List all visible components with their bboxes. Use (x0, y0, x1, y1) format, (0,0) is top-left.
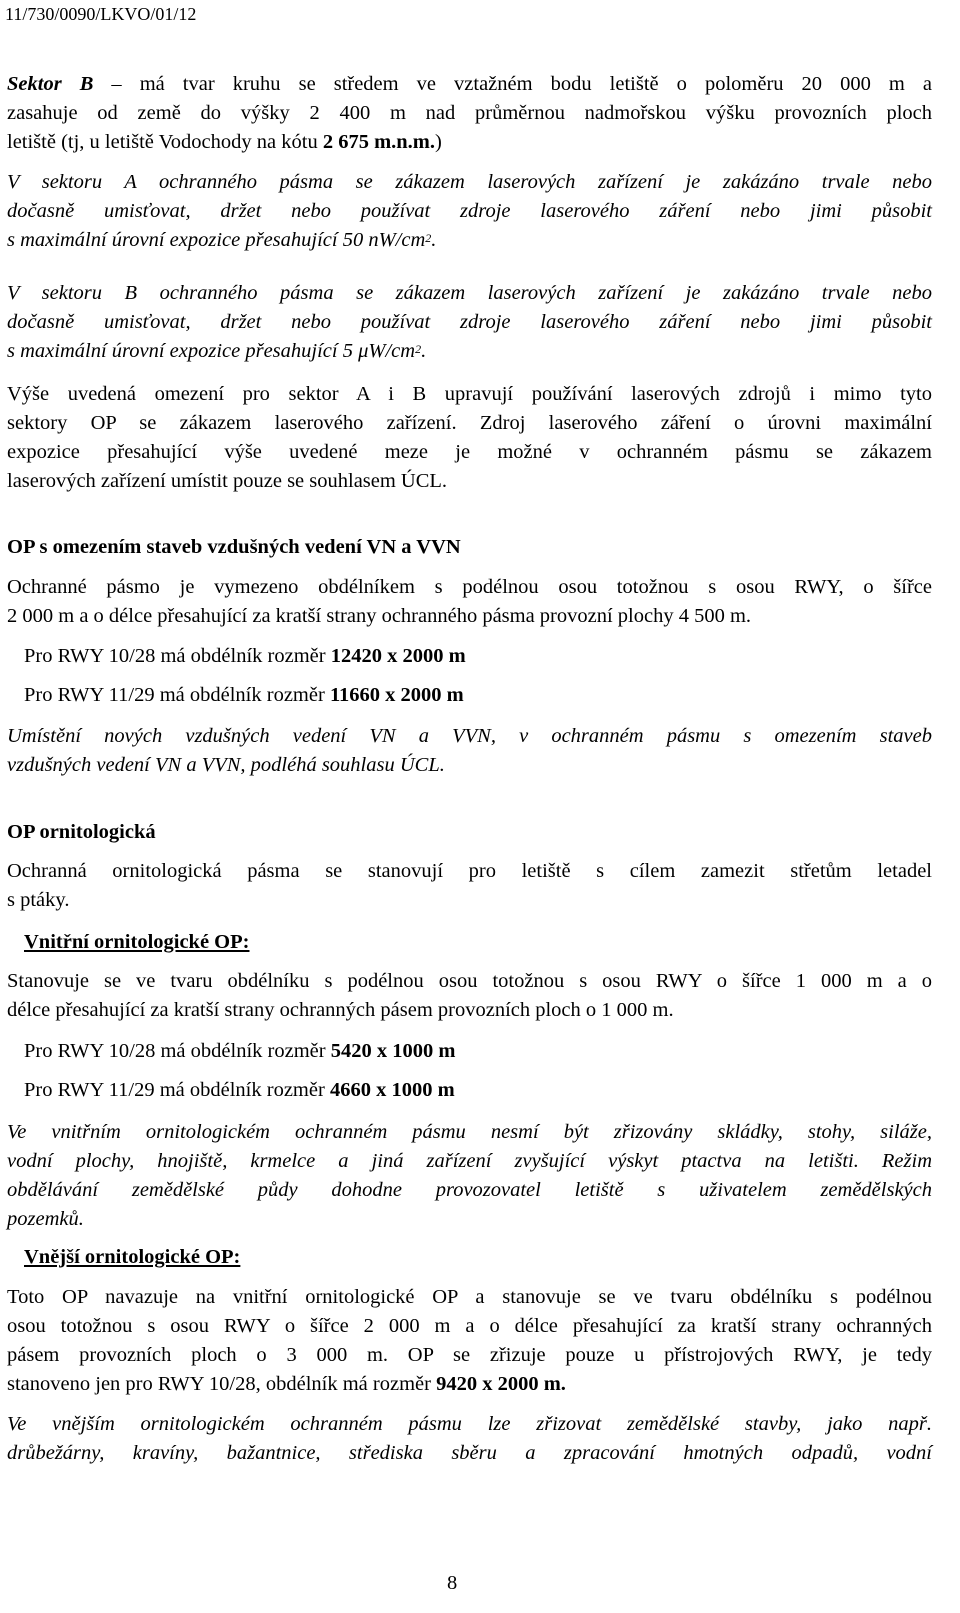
sector-b-rule-line-1: V sektoru B ochranného pásma se zákazem laserových zařízení je zakázáno trvale nebo (7, 282, 932, 304)
limits-line-2: sektory OP se zákazem laserového zařízení. Zdroj laserového záření o úrovni maximální (7, 412, 932, 434)
ornithological-line-1: Ochranná ornitologická pásma se stanovují pro letiště s cílem zamezit střetům letadel (7, 860, 932, 882)
power-lines-rwy-1129: Pro RWY 11/29 má obdélník rozměr 11660 x 2000 m (24, 684, 464, 706)
outer-zone-line-2: osou totožnou s osou RWY o šířce 2 000 m a o délce přesahující za kratší strany ochranných (7, 1315, 932, 1337)
power-lines-note-line-2: vzdušných vedení VN a VVN, podléhá souhlasu ÚCL. (7, 754, 445, 776)
inner-zone-line-2: délce přesahující za kratší strany ochranných pásem provozních ploch o 1 000 m. (7, 999, 674, 1021)
power-lines-line-2: 2 000 m a o délce přesahující za kratší strany ochranného pásma provozní plochy 4 500 m. (7, 605, 752, 627)
outer-zone-line-3: pásem provozních ploch o 3 000 m. OP se zřizuje pouze u přístrojových RWY, je tedy (7, 1344, 932, 1366)
limits-line-1: Výše uvedená omezení pro sektor A i B upravují používání laserových zdrojů i mimo tyto (7, 383, 932, 405)
inner-zone-note-line-2: vodní plochy, hnojiště, krmelce a jiná zařízení zvyšující výskyt ptactva na letišti. Režim (7, 1150, 932, 1172)
sector-a-rule-line-1: V sektoru A ochranného pásma se zákazem laserových zařízení je zakázáno trvale nebo (7, 171, 932, 193)
limits-line-3: expozice přesahující výše uvedené meze je možné v ochranném pásmu se zákazem (7, 441, 932, 463)
sector-a-rule-line-3: s maximální úrovní expozice přesahující 50 $nW/cm^2$. (7, 229, 437, 251)
sector-b-line-2: zasahuje od země do výšky 2 400 m nad průměrnou nadmořskou výšku provozních ploch (7, 102, 932, 124)
power-lines-rwy-1028: Pro RWY 10/28 má obdélník rozměr 12420 x 2000 m (24, 645, 466, 667)
sector-b-line-1: Sektor B – má tvar kruhu se středem ve vztažném bodu letiště o poloměru 20 000 m a (7, 73, 932, 95)
inner-zone-note-line-4: pozemků. (7, 1208, 84, 1230)
outer-zone-line-1: Toto OP navazuje na vnitřní ornitologické OP a stanovuje se ve tvaru obdélníku s podélnou (7, 1286, 932, 1308)
heading-ornithological: OP ornitologická (7, 821, 156, 843)
power-lines-note-line-1: Umístění nových vzdušných vedení VN a VVN, v ochranném pásmu s omezením staveb (7, 725, 932, 747)
page-number: 8 (447, 1572, 458, 1594)
subheading-outer-zone: Vnější ornitologické OP: (24, 1246, 241, 1268)
inner-zone-rwy-1129: Pro RWY 11/29 má obdélník rozměr 4660 x 1000 m (24, 1079, 455, 1101)
inner-zone-rwy-1028: Pro RWY 10/28 má obdélník rozměr 5420 x 1000 m (24, 1040, 456, 1062)
inner-zone-line-1: Stanovuje se ve tvaru obdélníku s podélnou osou totožnou s osou RWY o šířce 1 000 m a o (7, 970, 932, 992)
sector-a-rule-line-2: dočasně umisťovat, držet nebo používat zdroje laserového záření nebo jimi působit (7, 200, 932, 222)
sector-b-rule-line-2: dočasně umisťovat, držet nebo používat zdroje laserového záření nebo jimi působit (7, 311, 932, 333)
outer-zone-line-4: stanoveno jen pro RWY 10/28, obdélník má rozměr 9420 x 2000 m. (7, 1373, 566, 1395)
sector-b-rule-line-3: s maximální úrovní expozice přesahující 5 $\mu W/cm^2$. (7, 340, 427, 362)
heading-power-lines: OP s omezením staveb vzdušných vedení VN a VVN (7, 536, 461, 558)
outer-zone-note-line-2: drůbežárny, kravíny, bažantnice, střediska sběru a zpracování hmotných odpadů, vodní (7, 1442, 932, 1464)
ornithological-line-2: s ptáky. (7, 889, 70, 911)
inner-zone-note-line-1: Ve vnitřním ornitologickém ochranném pásmu nesmí být zřizovány skládky, stohy, siláže, (7, 1121, 932, 1143)
outer-zone-note-line-1: Ve vnějším ornitologickém ochranném pásmu lze zřizovat zemědělské stavby, jako např. (7, 1413, 932, 1435)
subheading-inner-zone: Vnitřní ornitologické OP: (24, 931, 250, 953)
inner-zone-note-line-3: obdělávání zemědělské půdy dohodne provozovatel letiště s uživatelem zemědělských (7, 1179, 932, 1201)
limits-line-4: laserových zařízení umístit pouze se souhlasem ÚCL. (7, 470, 448, 492)
power-lines-line-1: Ochranné pásmo je vymezeno obdélníkem s podélnou osou totožnou s osou RWY, o šířce (7, 576, 932, 598)
sector-b-line-3: letiště (tj, u letiště Vodochody na kótu 2 675 m.n.m.) (7, 131, 442, 153)
document-reference: 11/730/0090/LKVO/01/12 (5, 4, 197, 24)
